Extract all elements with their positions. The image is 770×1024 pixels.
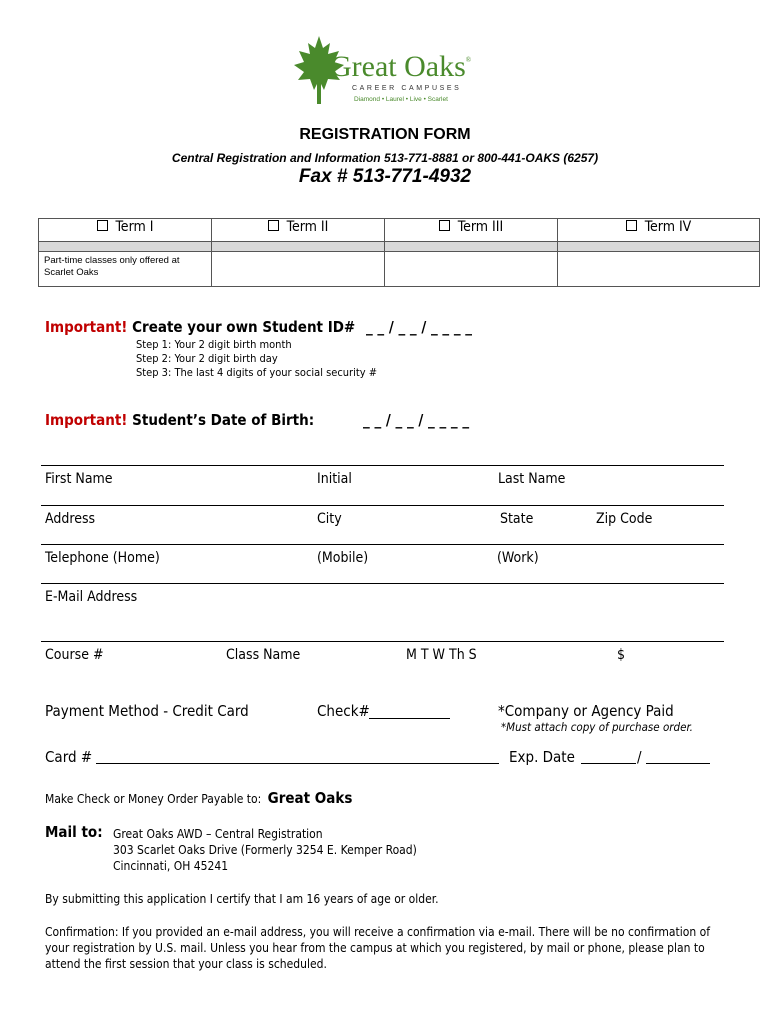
divider: [41, 505, 724, 506]
state-field[interactable]: State: [500, 511, 534, 527]
telephone-home-field[interactable]: Telephone (Home): [45, 550, 160, 566]
step-1: Step 1: Your 2 digit birth month: [136, 338, 292, 351]
table-gray-band: [39, 242, 212, 252]
last-name-field[interactable]: Last Name: [498, 471, 566, 487]
student-id-label: Create your own Student ID#: [132, 318, 356, 336]
term-1-checkbox[interactable]: [97, 220, 108, 231]
term-2-label: Term II: [286, 219, 329, 235]
divider: [41, 583, 724, 584]
exp-month-field[interactable]: [581, 763, 636, 764]
student-id-steps: [136, 338, 377, 380]
email-field[interactable]: E-Mail Address: [45, 589, 138, 605]
term-1-label: Term I: [115, 219, 154, 235]
terms-table: [38, 218, 760, 287]
payable-line: [45, 789, 352, 807]
mail-line-1: Great Oaks AWD – Central Registration: [113, 827, 323, 841]
student-id-blank[interactable]: _ _ / _ _ / _ _ _ _: [365, 318, 473, 336]
table-gray-band: [385, 242, 558, 252]
term-4-cell[interactable]: [558, 219, 760, 242]
term-3-label: Term III: [457, 219, 504, 235]
initial-field[interactable]: Initial: [317, 471, 352, 487]
company-agency-paid[interactable]: *Company or Agency Paid: [498, 702, 674, 720]
important-label: Important!: [45, 411, 128, 429]
mail-to-label: Mail to:: [45, 823, 103, 841]
purchase-order-note: *Must attach copy of purchase order.: [501, 720, 693, 734]
class-name-field[interactable]: Class Name: [226, 647, 301, 663]
card-number-field[interactable]: [96, 763, 499, 764]
card-number-label: Card #: [45, 748, 93, 766]
dob-label: Student’s Date of Birth:: [132, 411, 315, 429]
term-2-checkbox[interactable]: [268, 220, 279, 231]
exp-date-slash: /: [637, 748, 642, 766]
zip-field[interactable]: Zip Code: [596, 511, 653, 527]
class-fee-field[interactable]: $: [617, 647, 626, 663]
exp-year-field[interactable]: [646, 763, 710, 764]
term-4-checkbox[interactable]: [626, 220, 637, 231]
table-gray-band: [558, 242, 760, 252]
logo-name: Great Oaks: [330, 50, 466, 83]
class-days-field[interactable]: M T W Th S: [406, 647, 477, 663]
term-3-body: [385, 252, 558, 287]
term-2-body: [212, 252, 385, 287]
logo-trademark: ®: [465, 56, 472, 64]
term-1-cell[interactable]: [39, 219, 212, 242]
important-label: Important!: [45, 318, 128, 336]
mail-line-2: 303 Scarlet Oaks Drive (Formerly 3254 E. Kemper Road): [113, 843, 417, 857]
dob-heading: [45, 411, 314, 429]
mailing-address: [113, 826, 417, 874]
student-id-heading: [45, 318, 472, 336]
term-4-body: [558, 252, 760, 287]
part-time-note: Part-time classes only offered at Scarlet Oaks: [39, 252, 212, 287]
certify-text: By submitting this application I certify that I am 16 years of age or older.: [45, 892, 439, 906]
term-3-checkbox[interactable]: [439, 220, 450, 231]
table-gray-band: [212, 242, 385, 252]
dob-blank[interactable]: _ _ / _ _ / _ _ _ _: [363, 411, 470, 429]
term-2-cell[interactable]: [212, 219, 385, 242]
work-phone-field[interactable]: (Work): [497, 550, 539, 566]
divider: [41, 544, 724, 545]
term-4-label: Term IV: [644, 219, 692, 235]
term-3-cell[interactable]: [385, 219, 558, 242]
step-2: Step 2: Your 2 digit birth day: [136, 352, 278, 365]
check-number-field[interactable]: [369, 718, 450, 719]
exp-date-label: Exp. Date: [509, 748, 575, 766]
confirmation-text: Confirmation: If you provided an e-mail address, you will receive a confirmation via e-mail. There will be no confirmation of your registration by U.S. mail. Unless you hear from the campus at which you registered, by mail or phone, please plan to attend the first session that your class is scheduled.: [45, 925, 711, 971]
form-title: REGISTRATION FORM: [299, 126, 471, 143]
fax-number: Fax # 513-771-4932: [298, 166, 472, 187]
mobile-field[interactable]: (Mobile): [317, 550, 369, 566]
divider: [41, 465, 724, 466]
registration-info: Central Registration and Information 513-771-8881 or 800-441-OAKS (6257): [171, 151, 599, 165]
course-number-field[interactable]: Course #: [45, 647, 104, 663]
logo-subtitle: CAREER CAMPUSES: [352, 85, 462, 92]
check-number-label: Check#: [317, 702, 370, 720]
logo-campuses: Diamond • Laurel • Live • Scarlet: [354, 96, 448, 103]
city-field[interactable]: City: [317, 511, 342, 527]
address-field[interactable]: Address: [45, 511, 96, 527]
mail-line-3: Cincinnati, OH 45241: [113, 859, 229, 873]
payment-method-credit-card[interactable]: Payment Method - Credit Card: [45, 702, 249, 720]
divider: [41, 641, 724, 642]
step-3: Step 3: The last 4 digits of your social security #: [136, 366, 378, 379]
logo: [290, 32, 490, 108]
payable-name: Great Oaks: [267, 789, 353, 807]
first-name-field[interactable]: First Name: [45, 471, 113, 487]
payable-text: Make Check or Money Order Payable to:: [45, 792, 262, 806]
